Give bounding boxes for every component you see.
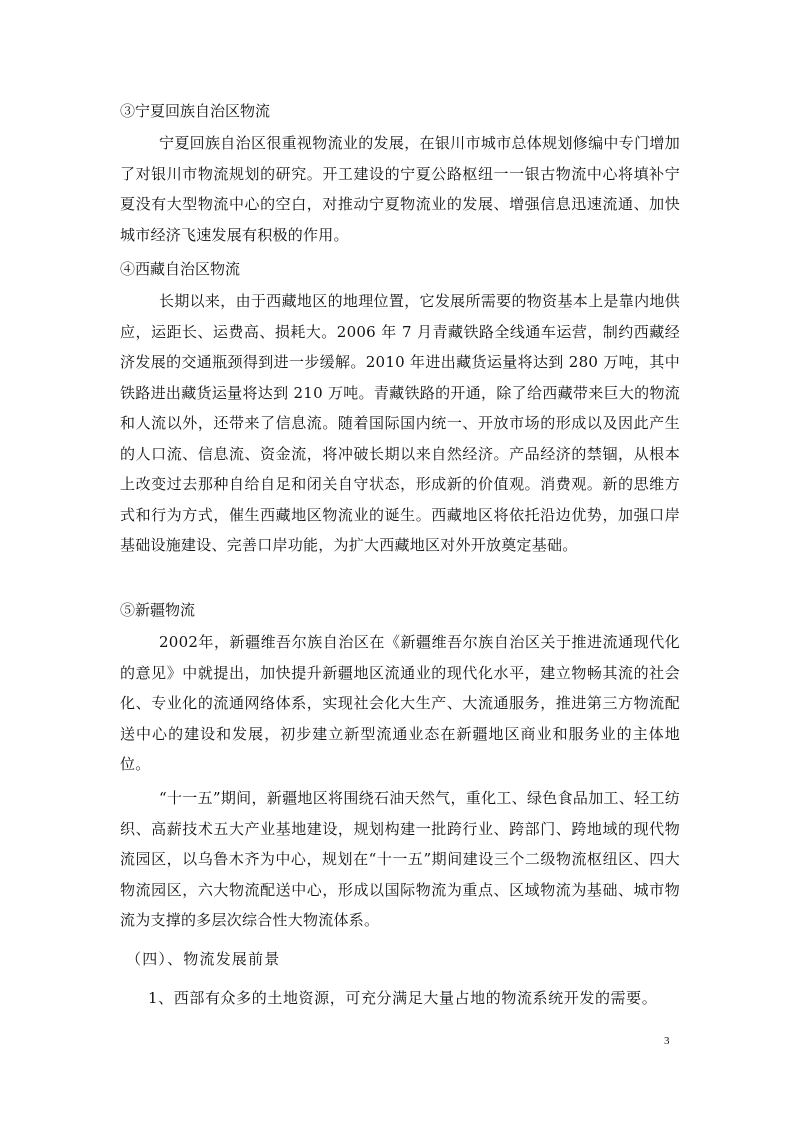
paragraph-xinjiang-2002: 2002年，新疆维吾尔族自治区在《新疆维吾尔族自治区关于推进流通现代化的意见》中就提出，加快提升新疆地区流通业的现代化水平，建立物畅其流的社会化、专业化的流通网络体系，实现社会化大生产、大流通服务，推进第三方物流配送中心的建设和发展，初步建立新型流通业态在新疆地区商业和服务业的主体地位。	[120, 633, 680, 773]
heading-ningxia-logistics: ③宁夏回族自治区物流	[120, 102, 271, 120]
paragraph-xinjiang-eleventh-five-year: “十一五”期间，新疆地区将围绕石油天然气，重化工、绿色食品加工、轻工纺织、高薪技术五大产业基地建设，规划构建一批跨行业、跨部门、跨地域的现代物流园区，以乌鲁木齐为中心，规划在“十一五”期间建设三个二级物流枢纽区、四大物流园区，六大物流配送中心，形成以国际物流为重点、区域物流为基础、城市物流为支撑的多层次综合性大物流体系。	[120, 789, 680, 929]
point-land-resources: 1、西部有众多的土地资源，可充分满足大量占地的物流系统开发的需要。	[148, 989, 658, 1007]
heading-xinjiang-logistics: ⑤新疆物流	[120, 601, 196, 619]
heading-tibet-logistics: ④西藏自治区物流	[120, 260, 241, 278]
page-number: 3	[664, 1035, 670, 1047]
paragraph-tibet: 长期以来，由于西藏地区的地理位置，它发展所需要的物资基本上是靠内地供应，运距长、运费高、损耗大。2006 年 7 月青藏铁路全线通车运营，制约西藏经济发展的交通瓶颈得到进一步缓解。2010 年进出藏货运量将达到 280 万吨，其中铁路进出藏货运量将达到 210 万吨。青藏铁路的开通，除了给西藏带来巨大的物流和人流以外，还带来了信息流。随着国际国内统一、开放市场的形成以及因此产生的人口流、信息流、资金流，将冲破长期以来自然经济。产品经济的禁锢，从根本上改变过去那种自给自足和闭关自守状态，形成新的价值观。消费观。新的思维方式和行为方式，催生西藏地区物流业的诞生。西藏地区将依托沿边优势，加强口岸基础设施建设、完善口岸功能，为扩大西藏地区对外开放奠定基础。	[120, 292, 680, 554]
paragraph-ningxia: 宁夏回族自治区很重视物流业的发展，在银川市城市总体规划修编中专门增加了对银川市物流规划的研究。开工建设的宁夏公路枢纽一一银古物流中心将填补宁夏没有大型物流中心的空白，对推动宁夏物流业的发展、增强信息迅速流通、加快城市经济飞速发展有积极的作用。	[120, 134, 680, 244]
section-heading-development-prospects: （四）、物流发展前景	[126, 950, 281, 968]
